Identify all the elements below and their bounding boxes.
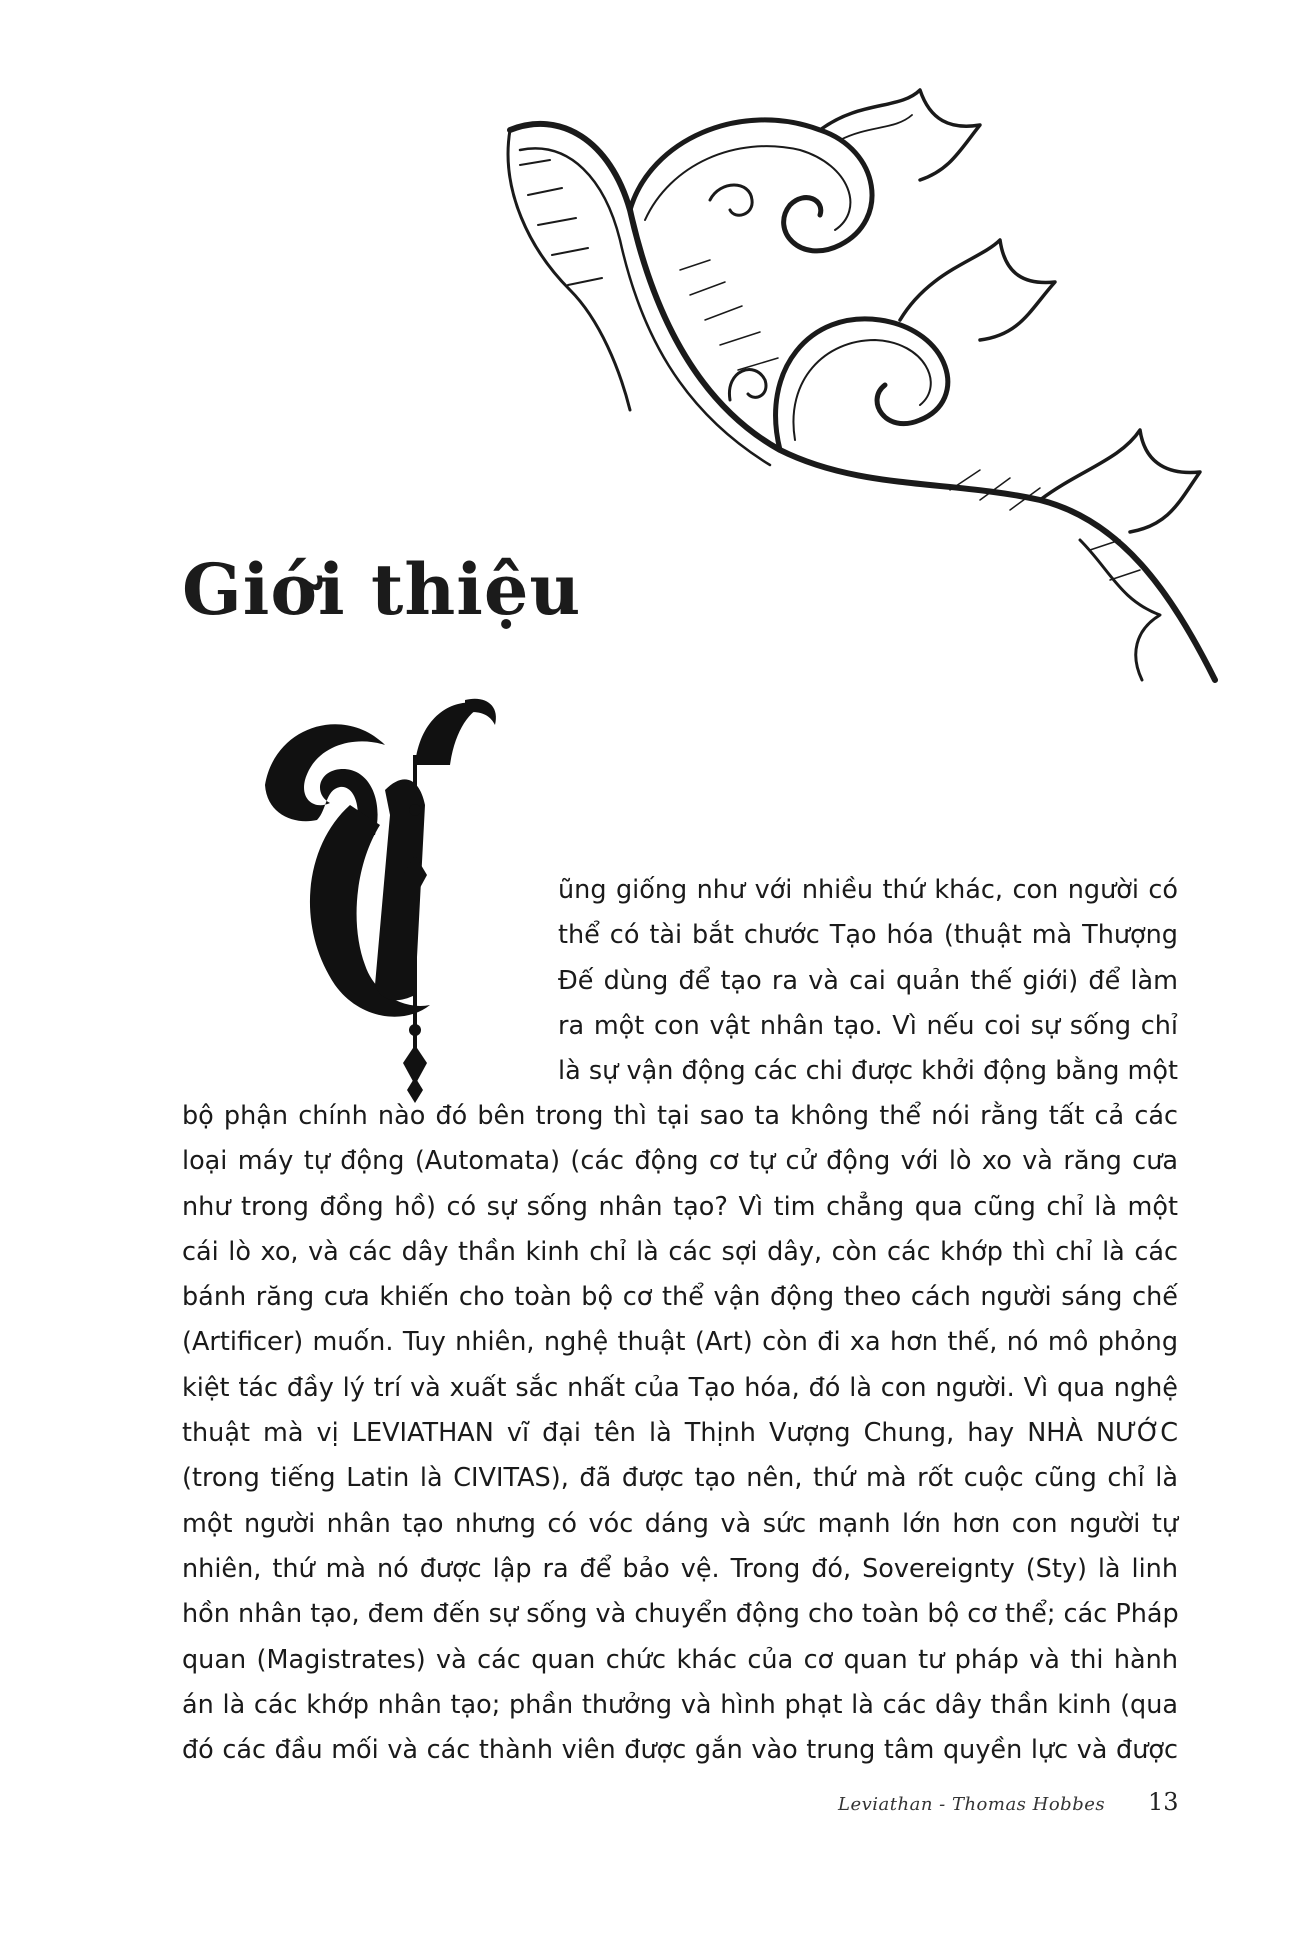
text-line: ũng giống như với nhiều thứ khác, con người có (558, 875, 1178, 905)
page-number: 13 (1148, 1788, 1179, 1816)
text-line: như trong đồng hồ) có sự sống nhân tạo? Vì tim chẳng qua cũng chỉ là một (182, 1191, 1178, 1222)
text-line: nhiên, thứ mà nó được lập ra để bảo vệ. Trong đó, Sovereignty (Sty) là linh (182, 1553, 1178, 1584)
paragraph-body-lines (182, 1094, 1178, 1773)
text-line: là sự vận động các chi được khởi động bằng một (558, 1056, 1178, 1087)
paragraph-lead-lines (558, 868, 1178, 1094)
text-line: (Artificer) muốn. Tuy nhiên, nghệ thuật (Art) còn đi xa hơn thế, nó mô phỏng (182, 1327, 1178, 1358)
text-line: bánh răng cưa khiến cho toàn bộ cơ thể vận động theo cách người sáng chế (182, 1282, 1178, 1313)
text-line: quan (Magistrates) và các quan chức khác của cơ quan tư pháp và thi hành (182, 1644, 1178, 1675)
text-line: thể có tài bắt chước Tạo hóa (thuật mà Thượng (558, 920, 1178, 951)
text-line: kiệt tác đầy lý trí và xuất sắc nhất của Tạo hóa, đó là con người. Vì qua nghệ (182, 1372, 1178, 1403)
text-line: ra một con vật nhân tạo. Vì nếu coi sự sống chỉ (558, 1010, 1178, 1041)
text-line: thuật mà vị LEVIATHAN vĩ đại tên là Thịnh Vượng Chung, hay NHÀ NƯỚC (182, 1418, 1178, 1449)
text-line: đó các đầu mối và các thành viên được gắn vào trung tâm quyền lực và được (182, 1735, 1178, 1766)
text-line: một người nhân tạo nhưng có vóc dáng và sức mạnh lớn hơn con người tự (182, 1508, 1178, 1539)
running-footer-title: Leviathan - Thomas Hobbes (838, 1794, 1106, 1815)
text-line: hồn nhân tạo, đem đến sự sống và chuyển động cho toàn bộ cơ thể; các Pháp (182, 1599, 1179, 1630)
text-line: bộ phận chính nào đó bên trong thì tại sao ta không thể nói rằng tất cả các (182, 1101, 1178, 1131)
text-line: án là các khớp nhân tạo; phần thưởng và hình phạt là các dây thần kinh (qua (182, 1689, 1178, 1720)
chapter-title: Giới thiệu (182, 548, 582, 631)
text-line: cái lò xo, và các dây thần kinh chỉ là các sợi dây, còn các khớp thì chỉ là các (182, 1236, 1178, 1267)
text-line: (trong tiếng Latin là CIVITAS), đã được tạo nên, thứ mà rốt cuộc cũng chỉ là (182, 1463, 1178, 1494)
blackletter-drop-cap-icon (255, 685, 555, 1105)
text-line: loại máy tự động (Automata) (các động cơ tự cử động với lò xo và răng cưa (182, 1146, 1178, 1177)
text-line: Đế dùng để tạo ra và cai quản thế giới) để làm (558, 965, 1178, 996)
acanthus-scroll-ornament-icon (480, 70, 1240, 730)
